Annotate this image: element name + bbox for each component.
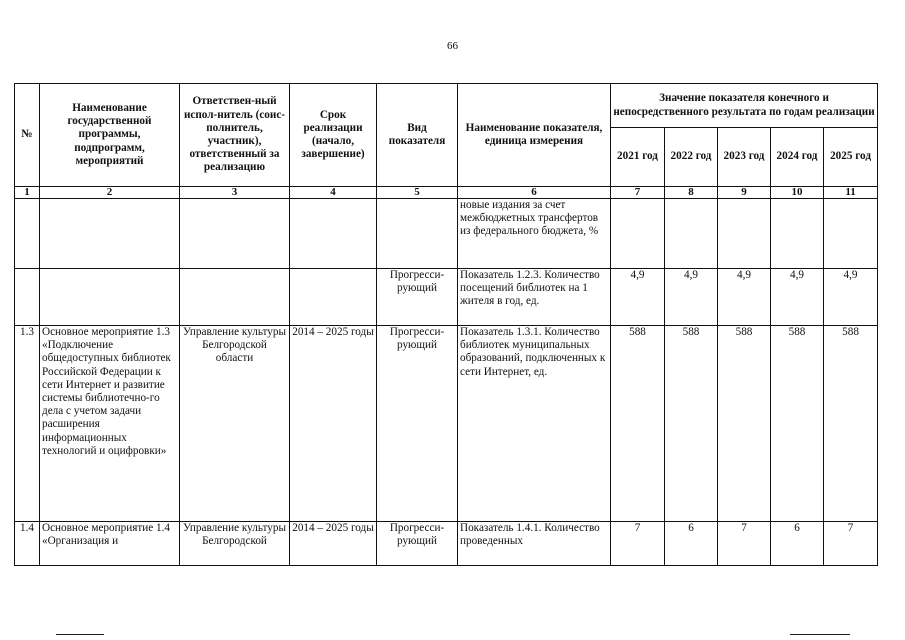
cell-value: 588	[771, 326, 824, 522]
cell-value: 6	[771, 522, 824, 566]
cell-value: 7	[718, 522, 771, 566]
cell-value: 588	[611, 326, 665, 522]
cell-period: 2014 – 2025 годы	[290, 326, 377, 522]
scan-artifact	[790, 634, 850, 635]
column-number: 8	[665, 187, 718, 199]
cell-indicator-type: Прогресси-рующий	[377, 269, 458, 326]
cell-value: 588	[718, 326, 771, 522]
cell-responsible	[180, 199, 290, 269]
column-number: 1	[15, 187, 40, 199]
indicators-table	[14, 83, 878, 566]
cell-period: 2014 – 2025 годы	[290, 522, 377, 566]
cell-responsible: Управление культуры Белгородской области	[180, 326, 290, 522]
cell-value: 6	[665, 522, 718, 566]
column-number: 7	[611, 187, 665, 199]
cell-value: 4,9	[718, 269, 771, 326]
header-indicator-type: Вид показателя	[377, 84, 458, 187]
header-program-name: Наименование государственной программы, подпрограмм, мероприятий	[40, 84, 180, 187]
header-year: 2025 год	[824, 128, 878, 187]
cell-indicator-type: Прогресси-рующий	[377, 326, 458, 522]
cell-period	[290, 269, 377, 326]
cell-indicator-name: Показатель 1.4.1. Количество проведенных	[458, 522, 611, 566]
column-number: 3	[180, 187, 290, 199]
column-number: 6	[458, 187, 611, 199]
cell-program-name	[40, 269, 180, 326]
cell-num: 1.3	[15, 326, 40, 522]
cell-program-name: Основное мероприятие 1.4 «Организация и	[40, 522, 180, 566]
cell-indicator-name: Показатель 1.2.3. Количество посещений библиотек на 1 жителя в год, ед.	[458, 269, 611, 326]
cell-period	[290, 199, 377, 269]
column-number: 5	[377, 187, 458, 199]
header-row	[15, 84, 878, 128]
cell-num	[15, 199, 40, 269]
page-number: 66	[447, 40, 458, 52]
cell-num: 1.4	[15, 522, 40, 566]
header-year: 2024 год	[771, 128, 824, 187]
column-number: 10	[771, 187, 824, 199]
cell-value: 4,9	[665, 269, 718, 326]
cell-value	[611, 199, 665, 269]
cell-value: 4,9	[611, 269, 665, 326]
cell-value: 4,9	[771, 269, 824, 326]
header-indicator-name: Наименование показателя, единица измерения	[458, 84, 611, 187]
cell-value: 4,9	[824, 269, 878, 326]
cell-indicator-type	[377, 199, 458, 269]
header-num: №	[15, 84, 40, 187]
cell-indicator-type: Прогресси-рующий	[377, 522, 458, 566]
column-number: 4	[290, 187, 377, 199]
cell-value: 588	[665, 326, 718, 522]
table-row	[15, 522, 878, 566]
column-number: 2	[40, 187, 180, 199]
header-responsible: Ответствен-ный испол-нитель (соис-полнитель, участник), ответственный за реализацию	[180, 84, 290, 187]
table-row	[15, 199, 878, 269]
column-number: 11	[824, 187, 878, 199]
header-values-group: Значение показателя конечного и непосредственного результата по годам реализации	[611, 84, 878, 128]
cell-indicator-name: Показатель 1.3.1. Количество библиотек муниципальных образований, подключенных к сети Интернет, ед.	[458, 326, 611, 522]
cell-value: 588	[824, 326, 878, 522]
header-year: 2021 год	[611, 128, 665, 187]
column-number: 9	[718, 187, 771, 199]
cell-value	[665, 199, 718, 269]
cell-value	[771, 199, 824, 269]
cell-program-name	[40, 199, 180, 269]
cell-program-name: Основное мероприятие 1.3 «Подключение общедоступных библиотек Российской Федерации к сети Интернет и развитие системы библиотечно-го дела с учетом задачи расширения информационных технологий и оцифровки»	[40, 326, 180, 522]
header-year: 2023 год	[718, 128, 771, 187]
cell-responsible: Управление культуры Белгородской	[180, 522, 290, 566]
cell-responsible	[180, 269, 290, 326]
header-year: 2022 год	[665, 128, 718, 187]
table-row	[15, 326, 878, 522]
header-period: Срок реализации (начало, завершение)	[290, 84, 377, 187]
table-row	[15, 269, 878, 326]
cell-num	[15, 269, 40, 326]
column-numbers-row	[15, 187, 878, 199]
cell-value: 7	[611, 522, 665, 566]
cell-indicator-name: новые издания за счет межбюджетных трансфертов из федерального бюджета, %	[458, 199, 611, 269]
scan-artifact	[56, 634, 104, 635]
cell-value	[718, 199, 771, 269]
cell-value	[824, 199, 878, 269]
cell-value: 7	[824, 522, 878, 566]
